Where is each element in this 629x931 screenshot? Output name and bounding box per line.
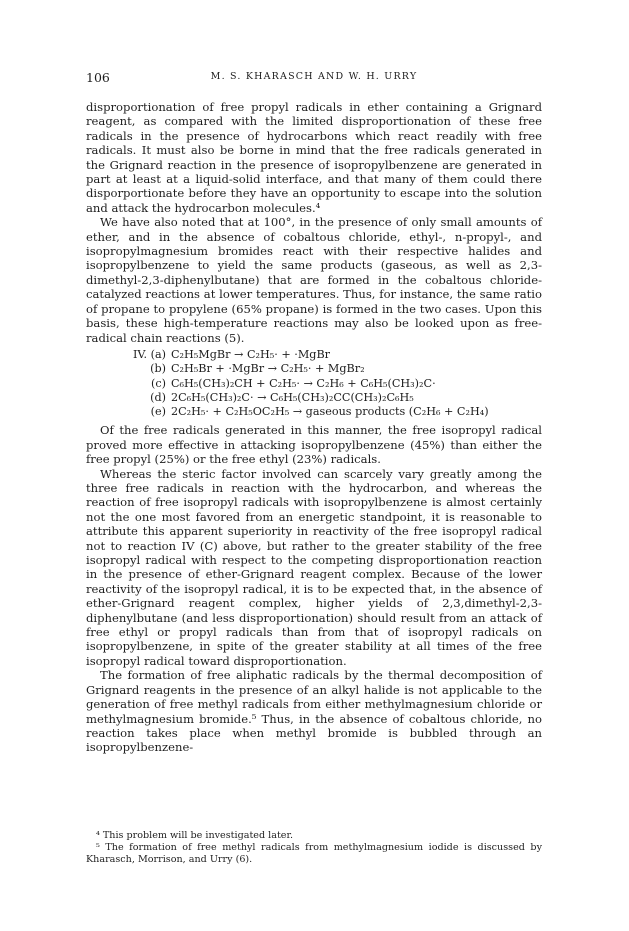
- equation-row: [86, 362, 542, 376]
- equation-label: IV. (a): [132, 347, 166, 361]
- equation-row: [86, 405, 542, 419]
- equation-row: [86, 391, 542, 405]
- equation-label: (b): [150, 362, 166, 376]
- equation-label: (c): [151, 376, 166, 390]
- footnote: ⁵ The formation of free methyl radicals from methylmagnesium iodide is discussed by Kharasch, Morrison, and Urry (6).: [86, 842, 542, 865]
- paragraph: The formation of free aliphatic radicals by the thermal decomposition of Grignard reagents in the presence of an alkyl halide is not applicable to the generation of free methyl radicals from either methylmagnesium chloride or methylmagnesium bromide.⁵ Thus, in the absence of cobaltous chloride, no reaction takes place when methyl bromide is bubbled through an isopropylbenzene-: [86, 668, 542, 755]
- paragraph: Whereas the steric factor involved can scarcely vary greatly among the three free radicals in reaction with the hydrocarbon, and whereas the reaction of free isopropyl radicals with isopropylbenzene is almost certainly not the one most favored from an energetic standpoint, it is reasonable to attribute this apparent superiority in reactivity of the free isopropyl radical not to reaction IV (C) above, but rather to the greater stability of the free isopropyl radical with respect to the competing disproportionation reaction in the presence of ether-Grignard reagent complex. Because of the lower reactivity of the isopropyl radical, it is to be expected that, in the absence of ether-Grignard reagent complex, higher yields of 2,3,dimethyl-2,3-diphenylbutane (and less disproportionation) should result from an attack of free ethyl or propyl radicals than from that of isopropyl radicals on isopropylbenzene, in spite of the greater stability at all times of the free isopropyl radical toward disproportionation.: [86, 466, 542, 668]
- running-title: M. S. KHARASCH AND W. H. URRY: [210, 71, 418, 82]
- equation-row: [86, 348, 542, 362]
- paragraph: disproportionation of free propyl radicals in ether containing a Grignard reagent, as compared with the limited disproportionation of these free radicals in the presence of hydrocarbons which react readily with free radicals. It must also be borne in mind that the free radicals generated in the Grignard reaction in the presence of isopropylbenzene are generated in part at least at a liquid-solid interface, and that many of them could there disporportionate before they have an opportunity to escape into the solution and attack the hydrocarbon molecules.⁴: [86, 100, 542, 215]
- paragraph: We have also noted that at 100°, in the presence of only small amounts of ether, and in the absence of cobaltous chloride, ethyl-, n-propyl-, and isopropylmagnesium bromides react with their respective halides and isopropylbenzene to yield the same products (gaseous, as well as 2,3-dimethyl-2,3-diphenylbutane) that are formed in the cobaltous chloride-catalyzed reactions at lower temperatures. Thus, for instance, the same ratio of propane to propylene (65% propane) is formed in the two cases. Upon this basis, these high-temperature reactions may also be looked upon as free-radical chain reactions (5).: [86, 215, 542, 345]
- reaction-equations: [86, 348, 542, 419]
- equation-label: (e): [150, 405, 166, 419]
- equation-label: (d): [150, 390, 166, 404]
- equation-text: 2C₆H₅(CH₃)₂C· → C₆H₅(CH₃)₂CC(CH₃)₂C₆H₅: [171, 390, 414, 404]
- footnote: ⁴ This problem will be investigated later.: [96, 830, 294, 841]
- equation-text: C₆H₅(CH₃)₂CH + C₂H₅· → C₂H₆ + C₆H₅(CH₃)₂C·: [171, 376, 436, 390]
- page-number: 106: [86, 70, 110, 85]
- equation-text: 2C₂H₅· + C₂H₅OC₂H₅ → gaseous products (C₂H₆ + C₂H₄): [171, 405, 489, 419]
- equation-text: C₂H₅MgBr → C₂H₅· + ·MgBr: [171, 347, 331, 361]
- paragraph: Of the free radicals generated in this manner, the free isopropyl radical proved more effective in attacking isopropylbenzene (45%) than either the free propyl (25%) or the free ethyl (23%) radicals.: [86, 423, 542, 467]
- body-text: [86, 100, 542, 755]
- footnotes: [86, 830, 542, 866]
- equation-row: [86, 377, 542, 391]
- page-header: [86, 70, 542, 86]
- equation-text: C₂H₅Br + ·MgBr → C₂H₅· + MgBr₂: [171, 362, 365, 376]
